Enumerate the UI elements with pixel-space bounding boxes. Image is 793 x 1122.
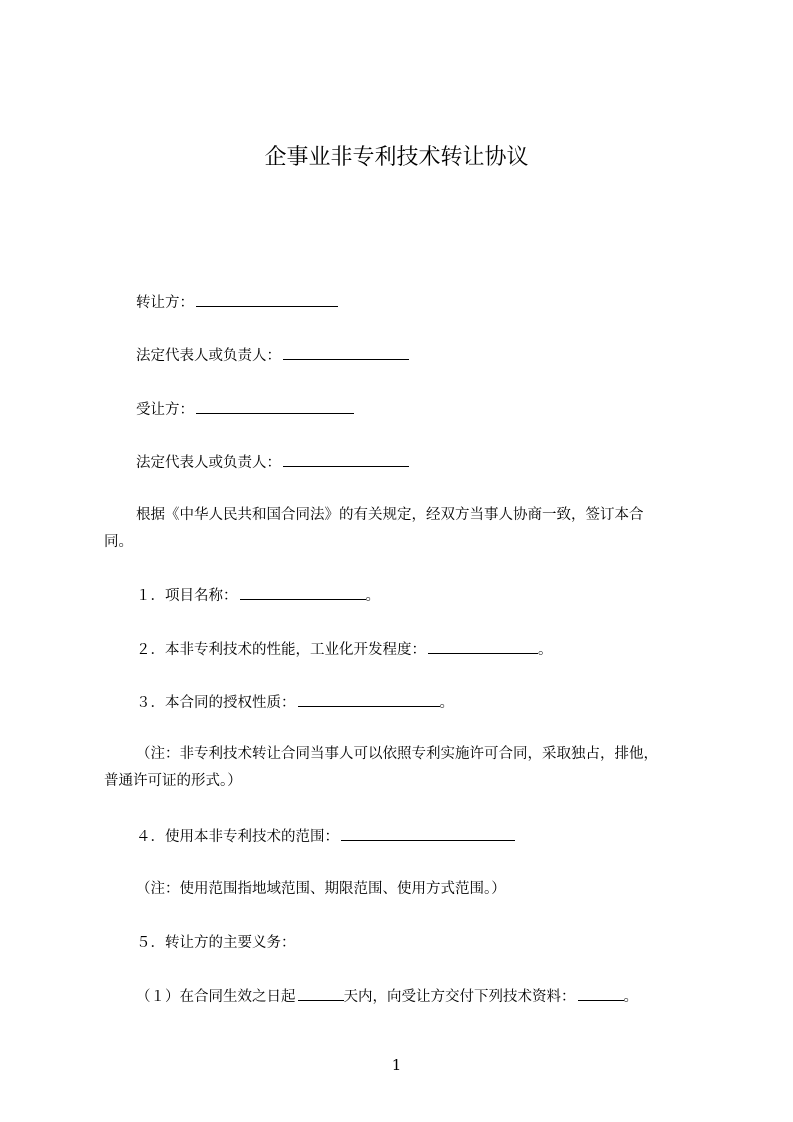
- legal-rep-line-2: [136, 452, 409, 473]
- transferor-label: 转让方：: [136, 295, 194, 311]
- legal-rep-blank-1[interactable]: [283, 345, 409, 360]
- preamble-line-2: 同。: [104, 534, 133, 550]
- item3-label: ３．本合同的授权性质：: [136, 695, 296, 711]
- item3-blank[interactable]: [298, 692, 440, 707]
- item1-line: [136, 585, 380, 606]
- legal-rep-line-1: [136, 345, 409, 366]
- item2-label: ２．本非专利技术的性能，工业化开发程度：: [136, 642, 426, 658]
- item5-line: ５．转让方的主要义务：: [136, 935, 296, 951]
- item2-line: [136, 639, 553, 660]
- preamble-line-1: 根据《中华人民共和国合同法》的有关规定，经双方当事人协商一致，签订本合: [136, 507, 644, 523]
- item5-sub1-end: 。: [623, 989, 638, 1005]
- item3-end: 。: [439, 695, 454, 711]
- item4-blank[interactable]: [341, 826, 515, 841]
- note1-line-2: 普通许可证的形式。）: [104, 773, 242, 789]
- item2-blank[interactable]: [428, 639, 538, 654]
- item5-sub1-label-b: 天内，向受让方交付下列技术资料：: [343, 989, 576, 1005]
- note1-line-1: （注：非专利技术转让合同当事人可以依照专利实施许可合同，采取独占，排他，: [136, 746, 658, 762]
- legal-rep-label-1: 法定代表人或负责人：: [136, 348, 281, 364]
- item5-sub1-line: [136, 986, 638, 1007]
- transferee-line: [136, 399, 354, 420]
- item5-days-blank[interactable]: [298, 986, 344, 1001]
- page-number: 1: [391, 1056, 402, 1074]
- item5-sub1-label-a: （１）在合同生效之日起: [136, 989, 296, 1005]
- transferee-blank[interactable]: [196, 399, 354, 414]
- transferee-label: 受让方：: [136, 402, 194, 418]
- item5-materials-blank[interactable]: [578, 986, 624, 1001]
- item1-blank[interactable]: [240, 585, 366, 600]
- item1-end: 。: [365, 588, 380, 604]
- note2-line: （注：使用范围指地域范围、期限范围、使用方式范围。）: [136, 881, 506, 897]
- transferor-line: [136, 292, 338, 313]
- item3-line: [136, 692, 454, 713]
- item4-label: ４．使用本非专利技术的范围：: [136, 829, 339, 845]
- legal-rep-label-2: 法定代表人或负责人：: [136, 455, 281, 471]
- legal-rep-blank-2[interactable]: [283, 452, 409, 467]
- item1-label: １．项目名称：: [136, 588, 238, 604]
- transferor-blank[interactable]: [196, 292, 338, 307]
- item2-end: 。: [538, 642, 553, 658]
- item4-line: [136, 826, 515, 847]
- document-title: 企事业非专利技术转让协议: [264, 145, 529, 170]
